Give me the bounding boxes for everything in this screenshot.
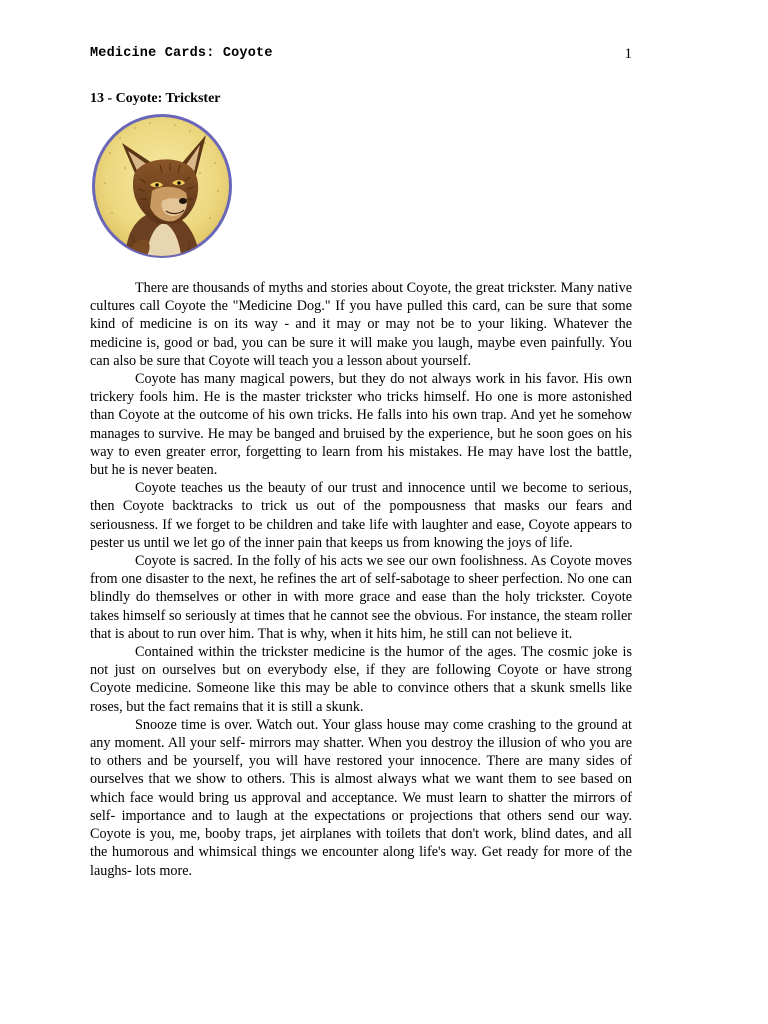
paragraph: Contained within the trickster medicine is the humor of the ages. The cosmic joke is not just on ourselves but on everybody else, if they are following Coyote or have strong Coyote medicine. Someone like this may be able to convince others that a skunk smells like roses, but the fact remains that it is still a skunk. [90,644,632,715]
paragraph: Coyote has many magical powers, but they do not always work in his favor. His own trickery fools him. He is the master trickster who tricks himself. Ho one is more astonished than Coyote at the outcome of his own tricks. He falls into his own trap. And yet he somehow manages to survive. He may be banged and bruised by the experience, but he soon goes on his way to even greater error, forgetting to learn from his mistakes. He may have lost the battle, but he is never beaten. [90,371,632,479]
paragraph: Coyote teaches us the beauty of our trust and innocence until we become to serious, then Coyote backtracks to trick us out of the pompousness that masks our fears and seriousness. If we forget to be children and take life with laughter and ease, Coyote appears to pester us until we let go of the inner pain that keeps us from knowing the joys of life. [90,480,632,551]
paragraph: Snooze time is over. Watch out. Your glass house may come crashing to the ground at any moment. All your self- mirrors may shatter. When you destroy the illusion of who you are to others and be yourself, you will have restored your innocence. There are many sides of ourselves that we show to others. This is almost always what we want them to see based on which face would bring us approval and acceptance. We must learn to shatter the mirrors of self- importance and to laugh at the expectations or projections that others send our way. Coyote is you, me, booby traps, jet airplanes with toilets that don't work, blind dates, and all the humorous and whimsical things we encounter along life's way. Get ready for more of the laughs- lots more. [90,716,632,879]
paragraph: There are thousands of myths and stories about Coyote, the great trickster. Many native cultures call Coyote the "Medicine Dog." If you have pulled this card, can be sure that some kind of medicine is on its way - and it may or may not be to your liking. Whatever the medicine is, good or bad, you can be sure it will make you laugh, maybe even painfully. You can also be sure that Coyote will teach you a lesson about yourself. [90,280,632,369]
paragraph: Coyote is sacred. In the folly of his acts we see our own foolishness. As Coyote moves from one disaster to the next, he refines the art of self-sabotage to sheer perfection. No one can blindly do themselves or other in with more grace and ease than the holy trickster. Coyote takes himself so seriously at times that he cannot see the obvious. For instance, the steam roller that is about to run over him. That is why, when it hits him, he still can not believe it. [90,553,632,642]
running-header [90,46,632,66]
card-heading: 13 - Coyote: Trickster [90,91,221,106]
body-text [90,279,632,880]
page-number: 1 [624,46,632,62]
coyote-portrait-icon [90,113,234,263]
coyote-portrait-svg [90,113,234,263]
running-title: Medicine Cards: Coyote [90,46,273,61]
